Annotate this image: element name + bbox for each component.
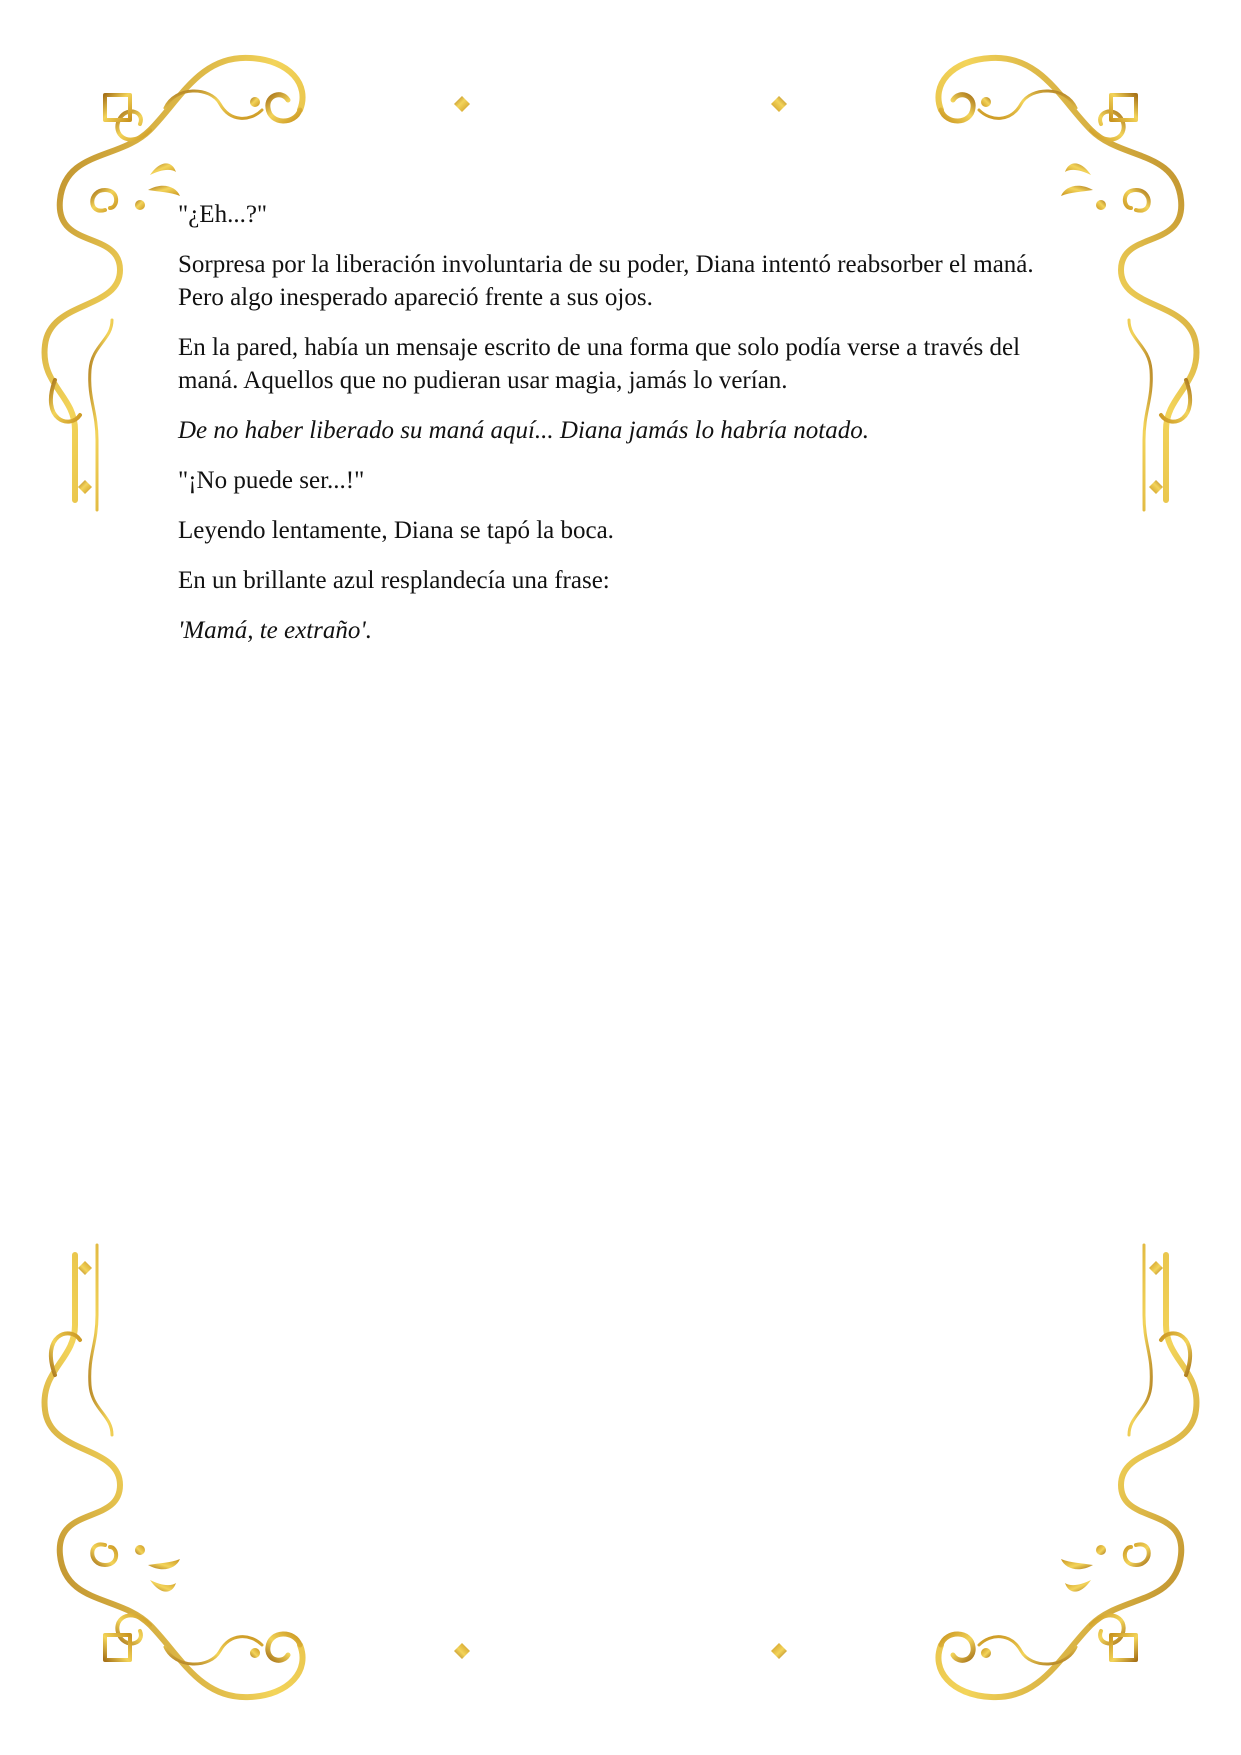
paragraph-inner-thought: De no haber liberado su maná aquí... Diana jamás lo habría notado. xyxy=(178,417,869,444)
paragraph-dialogue-eh: "¿Eh...?" xyxy=(178,201,268,228)
corner-ornament-bottom-right xyxy=(771,1245,1196,1697)
paragraph-wall-message: En la pared, había un mensaje escrito de una forma que solo podía verse a través del maná. Aquellos que no pudieran usar magia, jamás lo verían. xyxy=(178,334,1021,394)
story-text xyxy=(178,198,1068,664)
paragraph-surprise: Sorpresa por la liberación involuntaria de su poder, Diana intentó reabsorber el maná. Pero algo inesperado apareció frente a sus ojos. xyxy=(178,251,1034,311)
corner-ornament-bottom-left xyxy=(45,1245,470,1697)
paragraph-blue-phrase: En un brillante azul resplandecía una frase: xyxy=(178,567,610,594)
paragraph-reading: Leyendo lentamente, Diana se tapó la boca. xyxy=(178,517,614,544)
paragraph-dialogue-no-puede-ser: "¡No puede ser...!" xyxy=(178,467,365,494)
paragraph-message-quote: 'Mamá, te extraño'. xyxy=(178,617,372,644)
